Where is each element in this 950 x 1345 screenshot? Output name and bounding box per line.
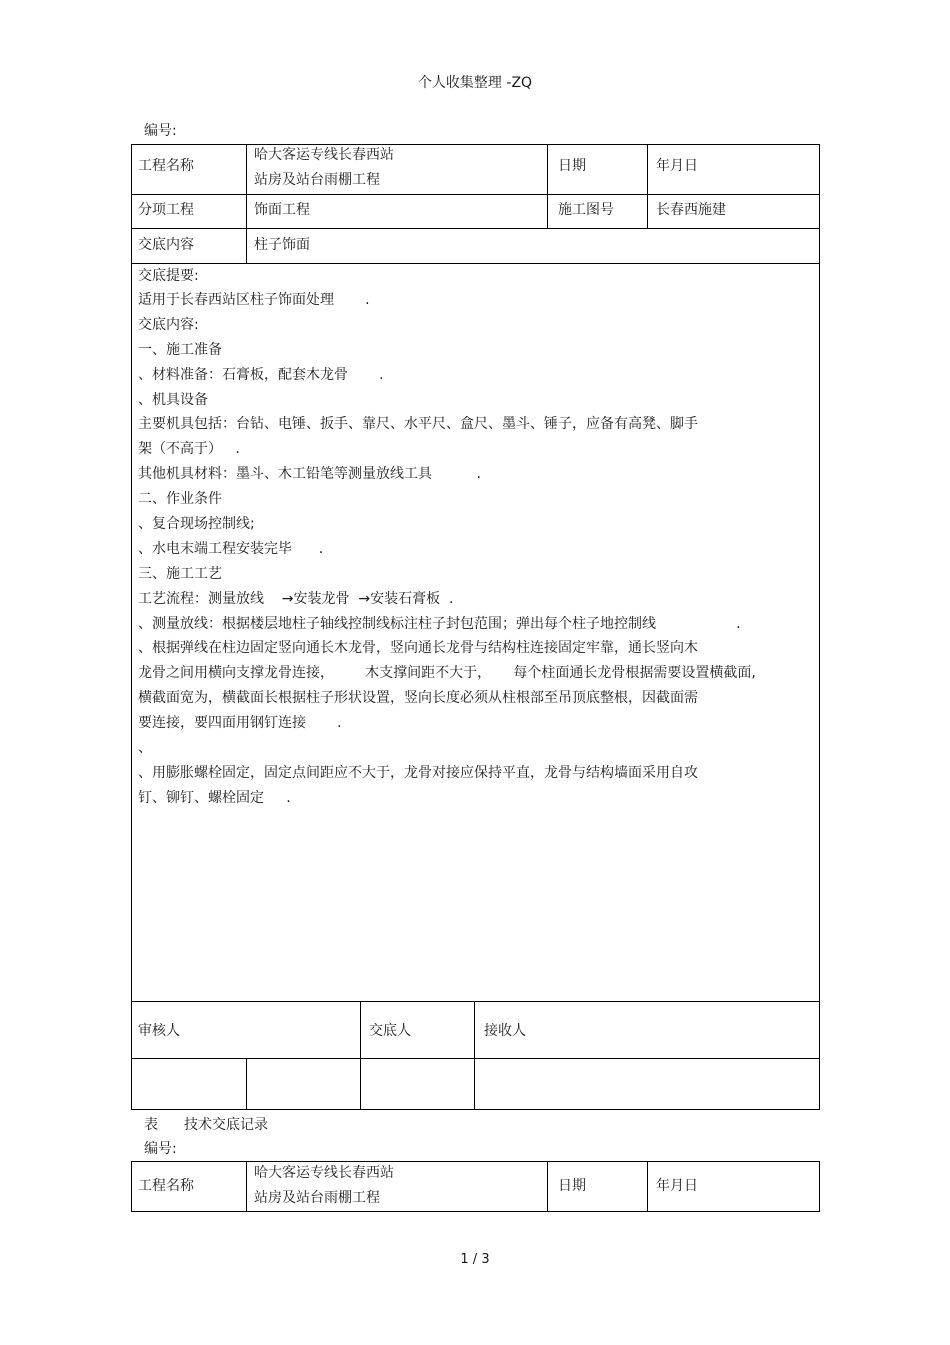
body-line: 、用膨胀螺栓固定，固定点间距应不大于，龙骨对接应保持平直，龙骨与结构墙面采用自攻 [138, 765, 698, 781]
caption-title: 技术交底记录 [184, 1117, 268, 1133]
content-label: 交底内容 [138, 237, 194, 253]
body-line: 、测量放线：根据楼层地柱子轴线控制线标注柱子封包范围；弹出每个柱子地控制线 . [138, 616, 741, 632]
body-line: 、水电末端工程安装完毕 . [138, 541, 324, 557]
reviewer-label: 审核人 [138, 1023, 180, 1039]
body-line: 一、施工准备 [138, 342, 222, 358]
discloser-label: 交底人 [369, 1023, 411, 1039]
date-value-2: 年月日 [656, 1178, 698, 1194]
project-name-line1: 哈大客运专线长春西站 [254, 147, 394, 163]
body-line: 、 [138, 740, 152, 756]
body-line: 交底提要: [138, 268, 199, 284]
body-line: 钉、铆钉、螺栓固定 . [138, 790, 291, 806]
body-line: 龙骨之间用横向支撑龙骨连接， 木支撑间距不大于， 每个柱面通长龙骨根据需要设置横截面, [138, 665, 756, 681]
project-name-label-2: 工程名称 [138, 1178, 194, 1194]
body-line: 交底内容: [138, 317, 199, 333]
body-line: 主要机具包括：台钻、电锤、扳手、靠尺、水平尺、盒尺、墨斗、锤子，应备有高凳、脚手 [138, 416, 698, 432]
content-value: 柱子饰面 [254, 237, 310, 253]
caption-table-label: 表 [144, 1117, 158, 1133]
body-line: 架（不高于） . [138, 441, 240, 457]
page-number: 1 / 3 [460, 1252, 490, 1267]
number-label: 编号: [144, 123, 177, 139]
receiver-label: 接收人 [484, 1023, 526, 1039]
body-line: 三、施工工艺 [138, 566, 222, 582]
drawing-number-label: 施工图号 [558, 202, 614, 218]
body-line: 二、作业条件 [138, 491, 222, 507]
project-name-line2-2: 站房及站台雨棚工程 [254, 1190, 380, 1206]
project-name-line1-2: 哈大客运专线长春西站 [254, 1165, 394, 1181]
date-value: 年月日 [656, 158, 698, 174]
body-line: 、机具设备 [138, 392, 208, 408]
body-line: 、复合现场控制线; [138, 516, 255, 532]
body-line: 横截面宽为，横截面长根据柱子形状设置，竖向长度必须从柱根部至吊顶底整根，因截面需 [138, 690, 698, 706]
body-line: 、材料准备：石膏板，配套木龙骨 . [138, 367, 384, 383]
page-header: 个人收集整理 -ZQ [417, 75, 533, 91]
date-label-2: 日期 [558, 1178, 586, 1194]
number-label-2: 编号: [144, 1141, 177, 1157]
sub-project-label: 分项工程 [138, 202, 194, 218]
project-name-line2: 站房及站台雨棚工程 [254, 172, 380, 188]
body-line: 要连接，要四面用钢钉连接 . [138, 715, 342, 731]
project-name-label: 工程名称 [138, 158, 194, 174]
body-line: 适用于长春西站区柱子饰面处理 . [138, 292, 370, 308]
drawing-number-value: 长春西施建 [656, 202, 726, 218]
body-line: 工艺流程：测量放线 →安装龙骨 →安装石膏板 . [138, 591, 454, 607]
body-line: 其他机具材料：墨斗、木工铅笔等测量放线工具 . [138, 466, 481, 482]
date-label: 日期 [558, 158, 586, 174]
sub-project-value: 饰面工程 [254, 202, 310, 218]
body-line: 、根据弹线在柱边固定竖向通长木龙骨，竖向通长龙骨与结构柱连接固定牢靠，通长竖向木 [138, 640, 698, 656]
